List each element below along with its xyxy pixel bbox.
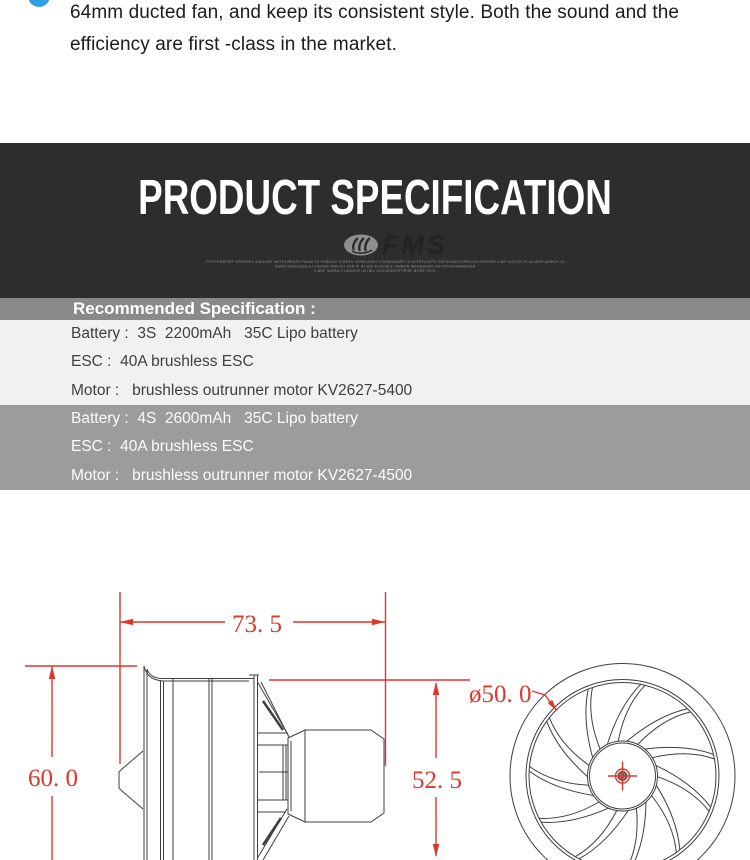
spec-row-battery-3s: Battery : 3S 2200mAh 35C Lipo battery xyxy=(71,325,358,342)
banner-title: PRODUCT SPECIFICATION xyxy=(138,171,612,225)
spec-row-motor-4s: Motor : brushless outrunner motor KV2627-4500 xyxy=(71,466,413,484)
technical-drawing xyxy=(0,490,750,860)
intro-text-line-1: 64mm ducted fan, and keep its consistent style. Both the sound and the xyxy=(70,2,680,23)
dim-intake-diameter-label: 60. 0 xyxy=(28,765,78,792)
dim-overall-length-label: 73. 5 xyxy=(232,611,282,638)
spec-row-esc-4s: ESC : 40A brushless ESC xyxy=(71,438,254,456)
dim-housing-diameter-label: 52. 5 xyxy=(412,767,462,794)
fine-print xyxy=(206,260,565,274)
spec-block-3s xyxy=(0,320,750,405)
spec-table xyxy=(0,298,750,490)
dimension-lines xyxy=(25,592,553,860)
fine-print-line: KWER EBSIAJQSLKJ FAIAOKI ANFIUH GKB IP IM IBSI FLASIBLE IAMBON IBESIEMHIN FAIVOFOSHARIBOSIB xyxy=(274,264,476,269)
edf-side-view xyxy=(119,666,384,860)
intro-text-line-2: efficiency are first -class in the market. xyxy=(70,34,397,55)
dim-fan-diameter-label: ø50. 0 xyxy=(469,681,532,708)
logo-text: FMS xyxy=(382,230,448,260)
fine-print-line: FPOYPWRTIBF USEDREV AISOLNIF IMITFAJRNOK FWHALTO FUBIAJO TLRNTH IXPWLISHLV FJMABLEMER OLSCTBFLIOPFLSOPSCIBOCOPOLIGN FAROBIF ILBIP IALTOIV FLAILOKIP AIRBUF JD xyxy=(206,260,565,265)
spec-row-motor-3s: Motor : brushless outrunner motor KV2627-5400 xyxy=(71,381,413,399)
spec-row-battery-4s: Battery : 4S 2600mAh 35C Lipo battery xyxy=(71,410,358,427)
fms-logo xyxy=(20,230,750,260)
bullet-icon xyxy=(28,0,50,7)
product-specification-banner xyxy=(0,143,750,298)
spec-block-4s xyxy=(0,405,750,490)
spec-header-row: Recommended Specification : xyxy=(0,298,750,320)
logo-emblem-icon xyxy=(342,234,380,256)
spec-row-esc-3s: ESC : 40A brushless ESC xyxy=(71,353,254,371)
fine-print-line: ILBHP IASIBIL FLASOKIP IAITBIV OISCSIBOPSTIPIDF BITBP ISCH xyxy=(314,269,436,274)
